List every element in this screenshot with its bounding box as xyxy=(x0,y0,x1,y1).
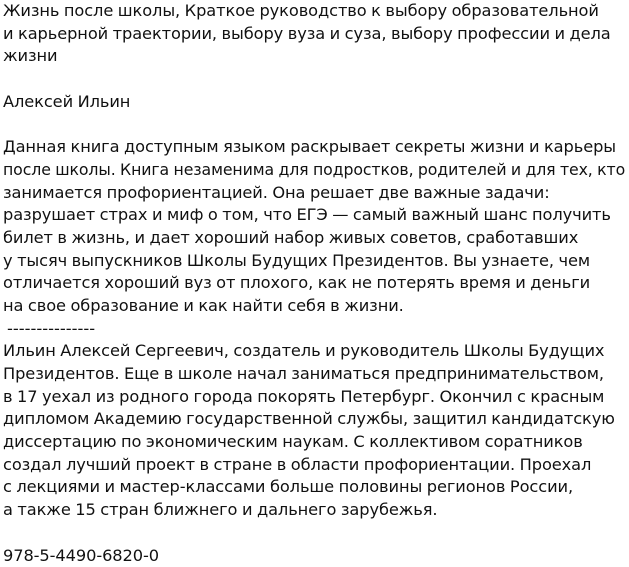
bio-line: в 17 уехал из родного города покорять Петербург. Окончил с красным xyxy=(3,386,625,409)
bio-line: а также 15 стран ближнего и дальнего зарубежья. xyxy=(3,499,625,522)
spacer xyxy=(3,113,627,136)
bio-line: с лекциями и мастер-классами больше половины регионов России, xyxy=(3,476,625,499)
description-line: занимается профориентацией. Она решает две важные задачи: xyxy=(3,182,625,205)
bio-line: Президентов. Еще в школе начал заниматься предпринимательством, xyxy=(3,363,625,386)
bio-line: Ильин Алексей Сергеевич, создатель и руководитель Школы Будущих xyxy=(3,340,625,363)
book-description-document xyxy=(3,0,627,567)
description-line: Данная книга доступным языком раскрывает секреты жизни и карьеры xyxy=(3,136,625,159)
bio-line: дипломом Академию государственной службы, защитил кандидатскую xyxy=(3,408,625,431)
title-line: и карьерной траектории, выбору вуза и суза, выбору профессии и дела xyxy=(3,23,625,46)
description-line: на свое образование и как найти себя в жизни. xyxy=(3,295,625,318)
description-line: билет в жизнь, и дает хороший набор живых советов, сработавших xyxy=(3,227,625,250)
isbn: 978-5-4490-6820-0 xyxy=(3,545,625,567)
description-line: у тысяч выпускников Школы Будущих Президентов. Вы узнаете, чем xyxy=(3,250,625,273)
book-description xyxy=(3,136,627,318)
spacer xyxy=(3,522,627,545)
bio-line: создал лучший проект в стране в области профориентации. Проехал xyxy=(3,454,625,477)
description-line: после школы. Книга незаменима для подростков, родителей и для тех, кто xyxy=(3,159,606,182)
bio-line: диссертацию по экономическим наукам. С коллективом соратников xyxy=(3,431,625,454)
author-bio xyxy=(3,340,627,522)
section-separator: --------------- xyxy=(3,318,627,341)
description-line: отличается хороший вуз от плохого, как не потерять время и деньги xyxy=(3,272,625,295)
title-line: жизни xyxy=(3,45,625,68)
book-author: Алексей Ильин xyxy=(3,91,625,114)
description-line: разрушает страх и миф о том, что ЕГЭ — самый важный шанс получить xyxy=(3,204,625,227)
title-line: Жизнь после школы, Краткое руководство к выбору образовательной xyxy=(3,0,625,23)
spacer xyxy=(3,68,627,91)
book-title xyxy=(3,0,627,68)
